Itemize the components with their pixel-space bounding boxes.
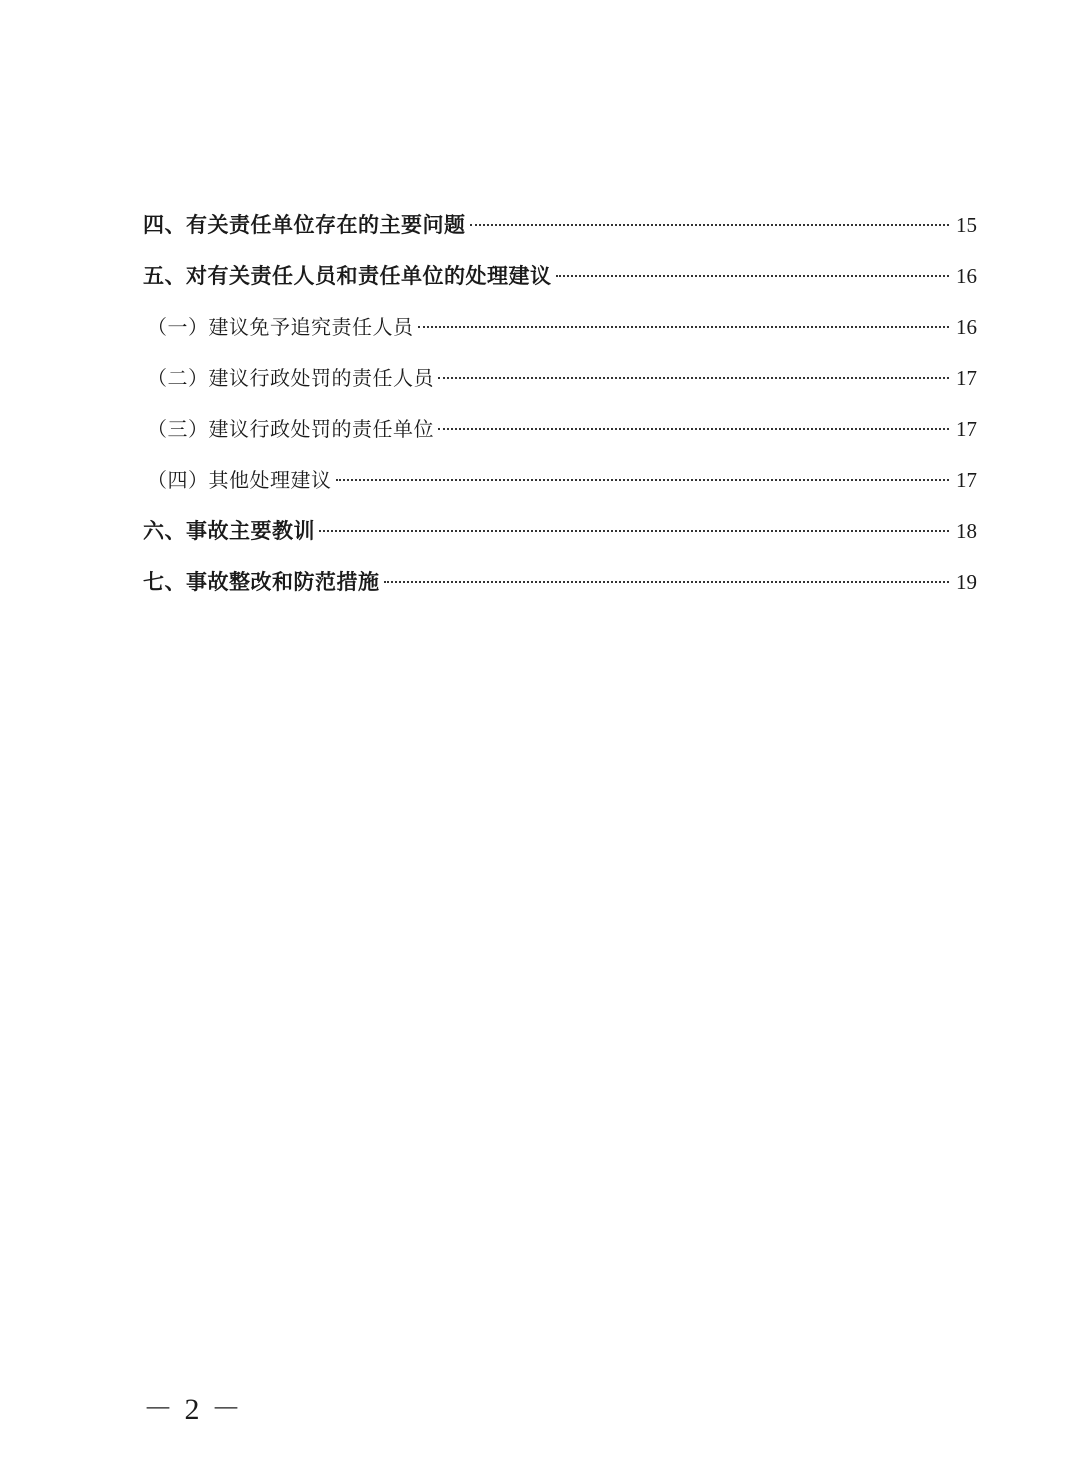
toc-dot-leader <box>319 530 949 532</box>
toc-dot-leader <box>438 428 949 430</box>
toc-entry-title: （一）建议免予追究责任人员 <box>147 315 414 339</box>
toc-entry-title: （二）建议行政处罚的责任人员 <box>147 366 434 390</box>
toc-entry[interactable] <box>143 455 977 506</box>
toc-entry-page: 16 <box>956 315 977 339</box>
toc-entry-title: （三）建议行政处罚的责任单位 <box>147 417 434 441</box>
toc-entry-page: 17 <box>956 417 977 441</box>
toc-entry[interactable] <box>143 404 977 455</box>
toc-dot-leader <box>438 377 949 379</box>
toc-entry[interactable] <box>143 353 977 404</box>
toc-entry-title: （四）其他处理建议 <box>147 468 332 492</box>
toc-entry-page: 18 <box>956 519 977 543</box>
toc-entry[interactable] <box>143 557 977 608</box>
toc-entry-title: 七、事故整改和防范措施 <box>143 570 380 594</box>
toc-entry-page: 17 <box>956 468 977 492</box>
toc-entry[interactable] <box>143 200 977 251</box>
toc-entry[interactable] <box>143 506 977 557</box>
page-number: － 2 － <box>143 1393 243 1426</box>
toc-dot-leader <box>336 479 950 481</box>
toc-entry[interactable] <box>143 302 977 353</box>
toc-dot-leader <box>556 275 950 277</box>
toc-entry[interactable] <box>143 251 977 302</box>
toc-dot-leader <box>470 224 950 226</box>
toc-entry-page: 17 <box>956 366 977 390</box>
toc-entry-page: 19 <box>956 570 977 594</box>
toc-entry-title: 四、有关责任单位存在的主要问题 <box>143 213 466 237</box>
toc-dot-leader <box>384 581 950 583</box>
toc-entry-title: 六、事故主要教训 <box>143 519 315 543</box>
table-of-contents <box>143 200 977 608</box>
toc-entry-title: 五、对有关责任人员和责任单位的处理建议 <box>143 264 552 288</box>
toc-dot-leader <box>418 326 950 328</box>
toc-entry-page: 16 <box>956 264 977 288</box>
toc-entry-page: 15 <box>956 213 977 237</box>
